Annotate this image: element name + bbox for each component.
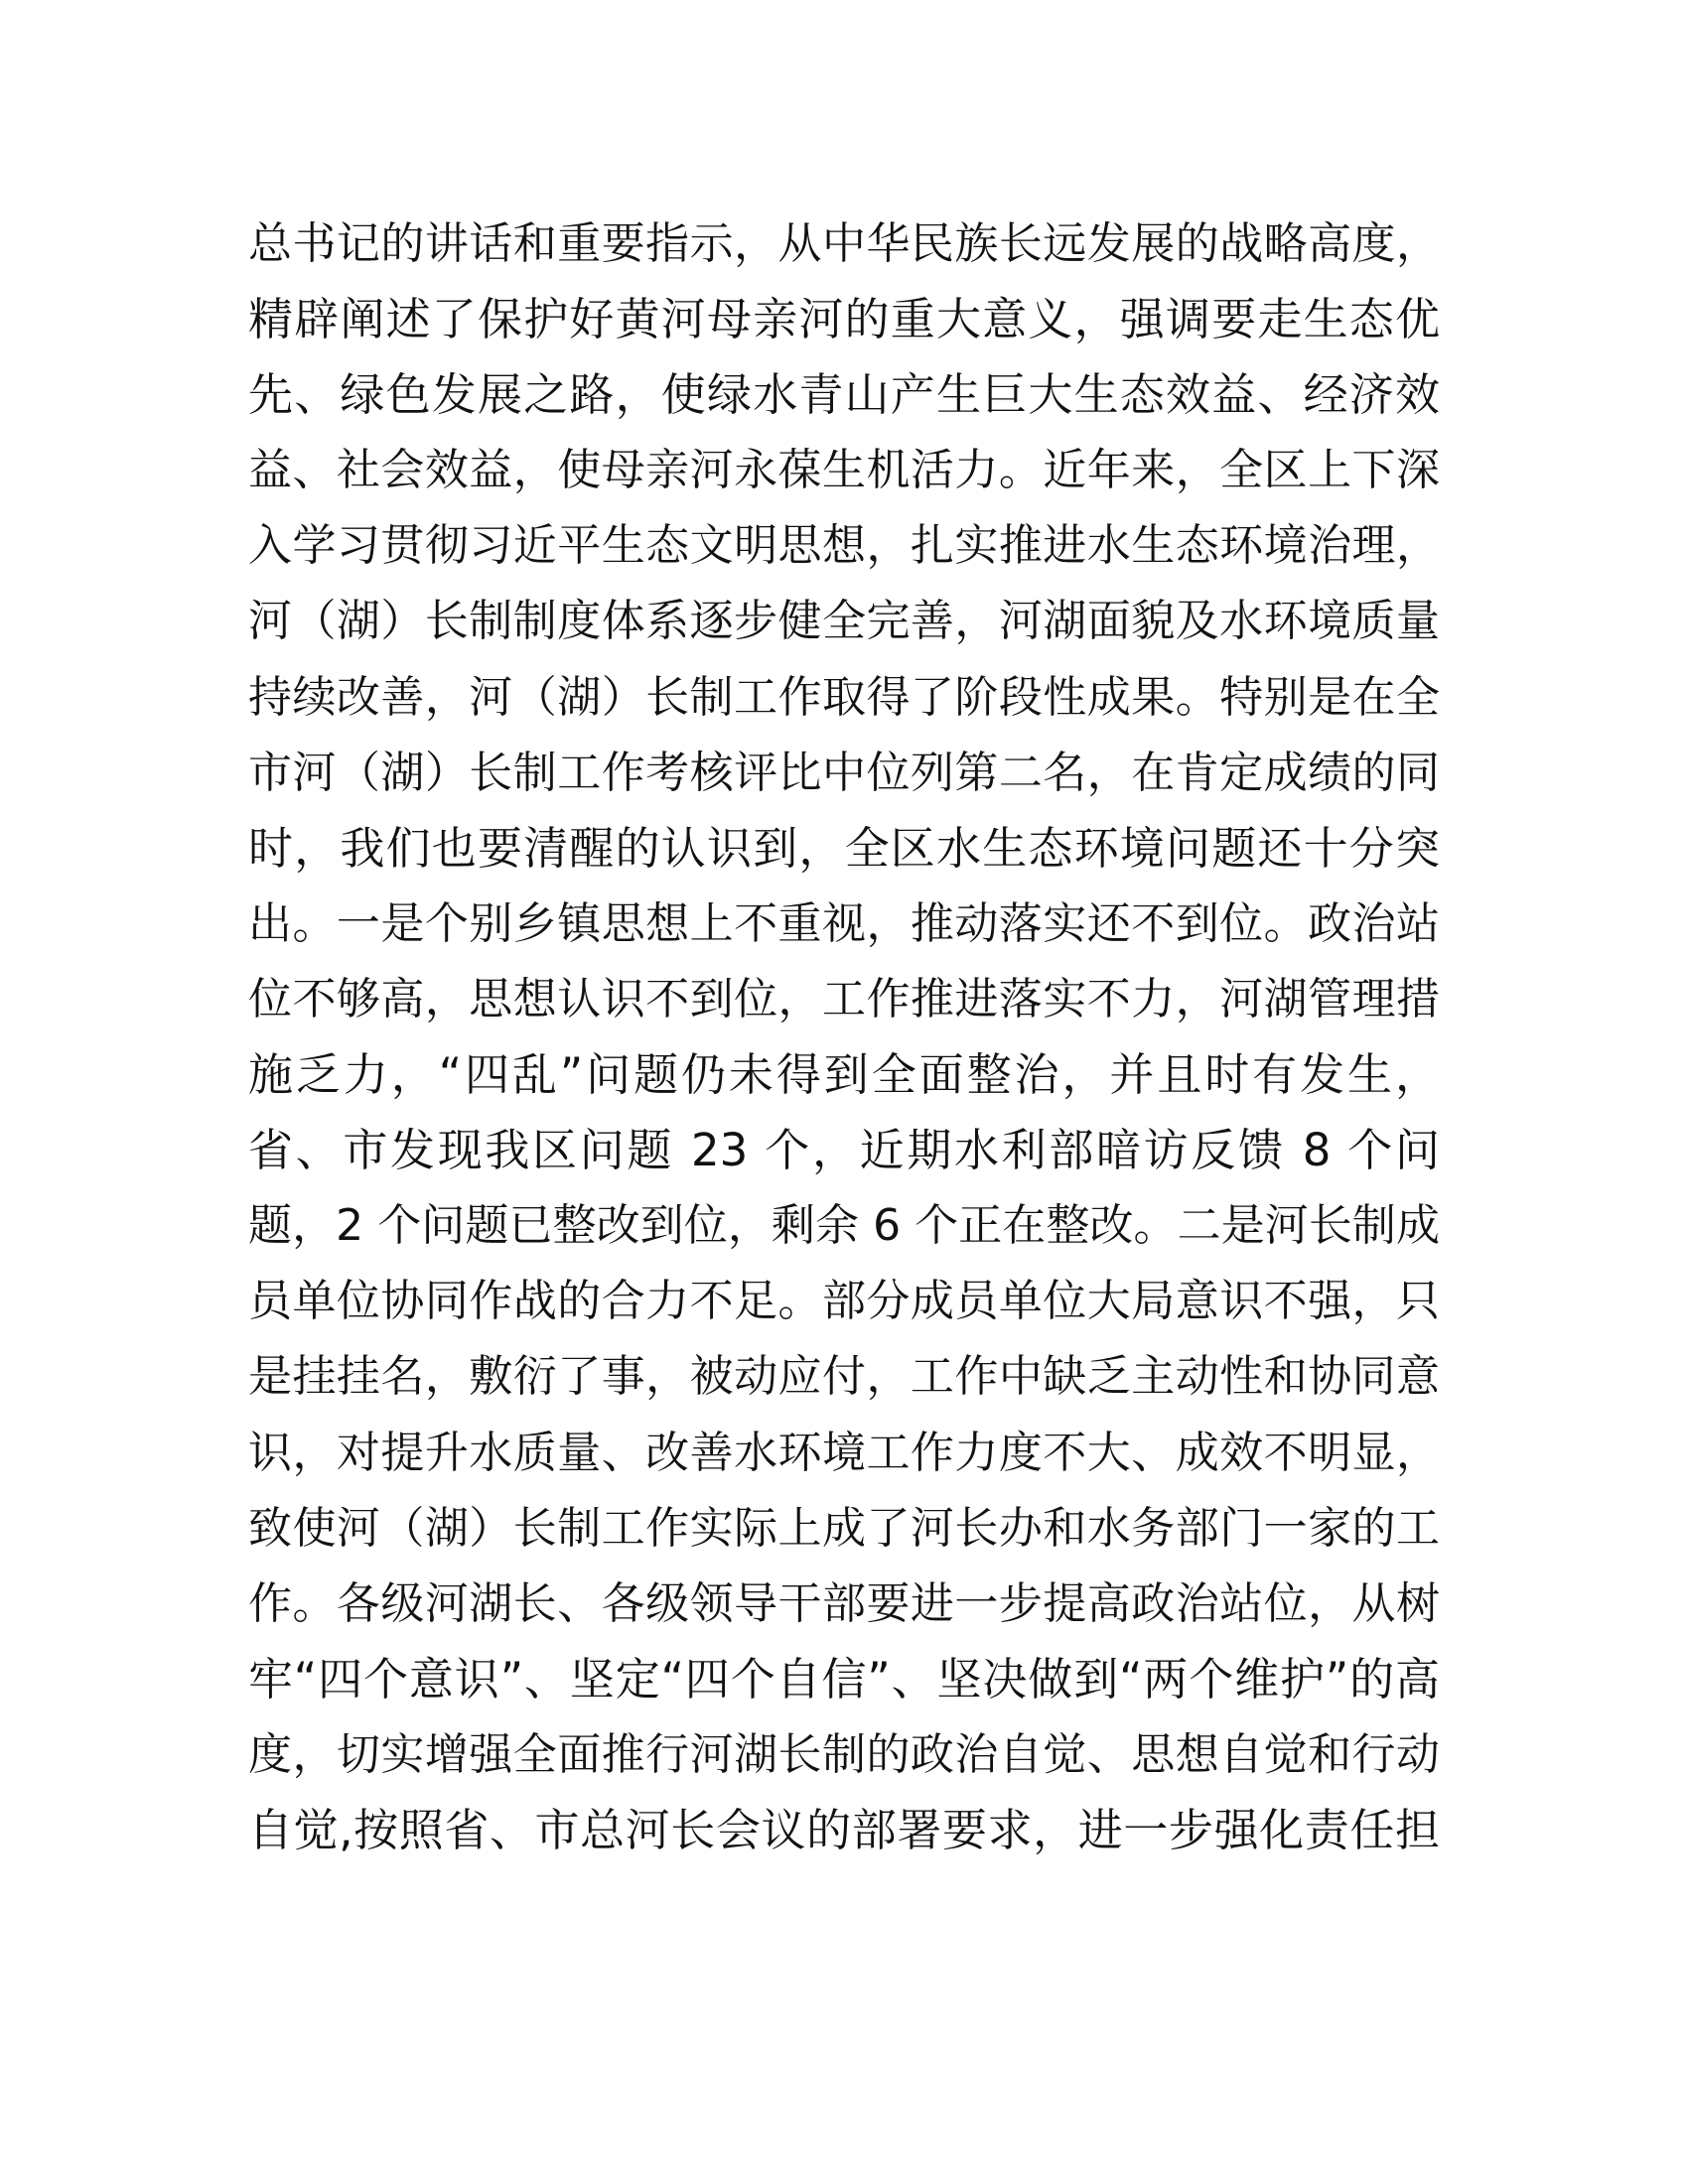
text-line-10: 出。一是个别乡镇思想上不重视，推动落实还不到位。政治站 bbox=[248, 897, 1440, 949]
text-line-2: 精辟阐述了保护好黄河母亲河的重大意义，强调要走生态优 bbox=[248, 293, 1440, 346]
text-line-11: 位不够高，思想认识不到位，工作推进落实不力，河湖管理措 bbox=[248, 973, 1440, 1024]
text-line-15: 员单位协同作战的合力不足。部分成员单位大局意识不强，只 bbox=[248, 1276, 1440, 1327]
text-line-9: 时，我们也要清醒的认识到，全区水生态环境问题还十分突 bbox=[248, 821, 1440, 875]
text-line-14: 题，2 个问题已整改到位，剩余 6 个正在整改。二是河长制成 bbox=[248, 1200, 1440, 1252]
text-line-16: 是挂挂名，敷衍了事，被动应付，工作中缺乏主动性和协同意 bbox=[248, 1351, 1440, 1403]
text-line-1: 总书记的讲话和重要指示，从中华民族长远发展的战略高度， bbox=[248, 218, 1440, 269]
text-line-4: 益、社会效益，使母亲河永葆生机活力。近年来，全区上下深 bbox=[248, 445, 1440, 496]
text-line-19: 作。各级河湖长、各级领导干部要进一步提高政治站位，从树 bbox=[248, 1577, 1440, 1629]
text-line-22: 自觉,按照省、市总河长会议的部署要求，进一步强化责任担 bbox=[248, 1803, 1440, 1856]
text-line-20: 牢“四个意识”、坚定“四个自信”、坚决做到“两个维护”的高 bbox=[248, 1652, 1440, 1706]
text-line-8: 市河（湖）长制工作考核评比中位列第二名，在肯定成绩的同 bbox=[248, 747, 1440, 798]
text-line-5: 入学习贯彻习近平生态文明思想，扎实推进水生态环境治理， bbox=[248, 520, 1440, 572]
text-line-13: 省、市发现我区问题 23 个，近期水利部暗访反馈 8 个问 bbox=[248, 1124, 1440, 1177]
text-line-21: 度，切实增强全面推行河湖长制的政治自觉、思想自觉和行动 bbox=[248, 1728, 1440, 1780]
text-line-17: 识，对提升水质量、改善水环境工作力度不大、成效不明显， bbox=[248, 1427, 1440, 1478]
text-line-7: 持续改善，河（湖）长制工作取得了阶段性成果。特别是在全 bbox=[248, 671, 1440, 723]
body-paragraph bbox=[248, 206, 1440, 1868]
text-line-6: 河（湖）长制制度体系逐步健全完善，河湖面貌及水环境质量 bbox=[248, 596, 1440, 647]
text-line-3: 先、绿色发展之路，使绿水青山产生巨大生态效益、经济效 bbox=[248, 368, 1440, 422]
text-line-18: 致使河（湖）长制工作实际上成了河长办和水务部门一家的工 bbox=[248, 1502, 1440, 1554]
text-line-12: 施乏力，“四乱”问题仍未得到全面整治，并且时有发生， bbox=[248, 1048, 1440, 1102]
